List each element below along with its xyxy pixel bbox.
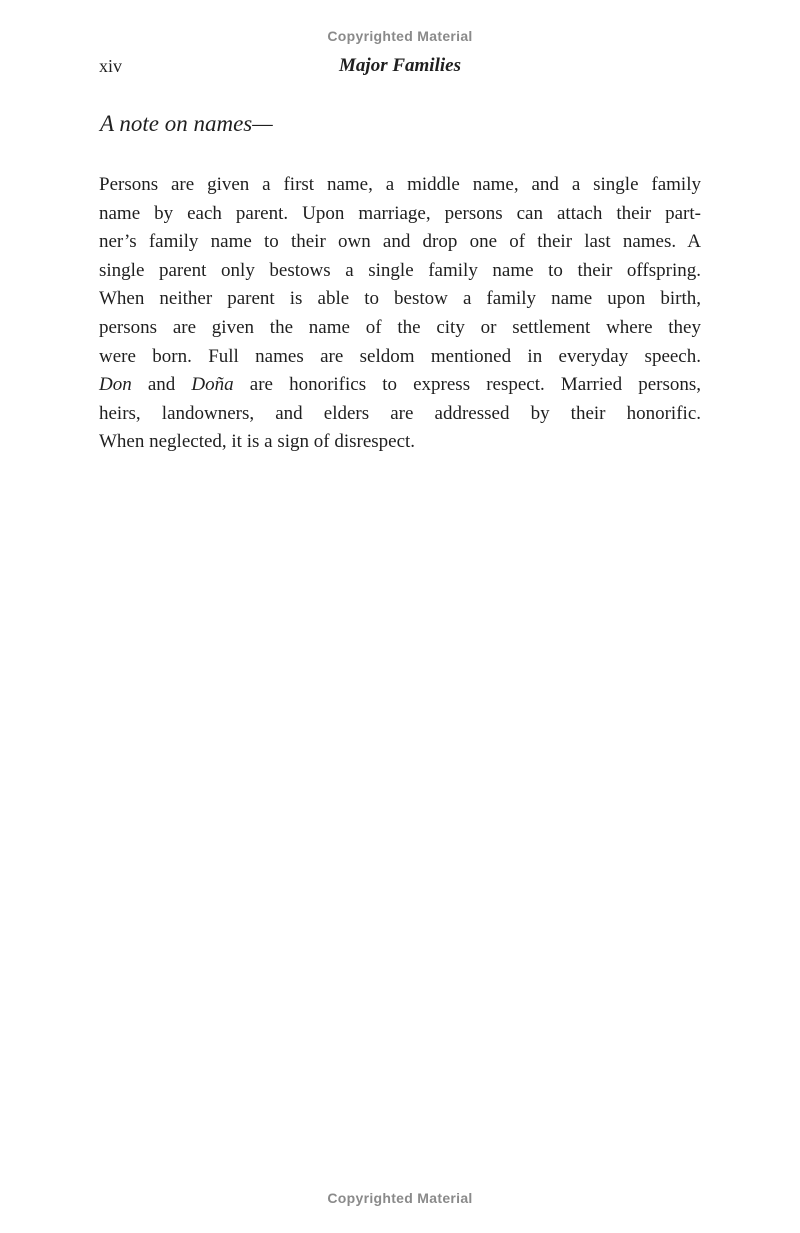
body-text: persons are given the name of the city or settlement where they	[99, 316, 701, 338]
page-header	[0, 55, 800, 81]
body-line	[99, 285, 701, 314]
body-line	[99, 228, 701, 257]
body-text: When neither parent is able to bestow a family name upon birth,	[99, 288, 701, 310]
body-line	[99, 400, 701, 429]
honorific-dona: Doña	[191, 374, 234, 396]
body-line	[99, 343, 701, 372]
copyright-notice-top: Copyrighted Material	[327, 28, 473, 44]
body-line	[99, 428, 701, 457]
section-heading: A note on names—	[100, 111, 273, 136]
body-text: Persons are given a first name, a middle name, and a single family	[99, 174, 701, 195]
running-head: Major Families	[339, 55, 461, 76]
copyright-notice-bottom: Copyrighted Material	[327, 1190, 473, 1206]
body-text: single parent only bestows a single family name to their offspring.	[99, 259, 701, 281]
honorific-don: Don	[99, 374, 132, 396]
body-text: ner’s family name to their own and drop one of their last names. A	[99, 231, 701, 253]
body-line	[99, 200, 701, 229]
body-text: and	[131, 374, 192, 396]
body-line	[99, 314, 701, 343]
body-text: heirs, landowners, and elders are addressed by their honorific.	[99, 402, 701, 424]
body-line	[99, 371, 701, 400]
body-text: When neglected, it is a sign of disrespect.	[99, 431, 416, 453]
body-text: are honorifics to express respect. Married persons,	[233, 374, 701, 396]
body-text: were born. Full names are seldom mentioned in everyday speech.	[99, 345, 701, 367]
body-line	[99, 257, 701, 286]
body-line	[99, 171, 701, 200]
body-text: name by each parent. Upon marriage, persons can attach their part-	[99, 202, 701, 224]
body-paragraph	[99, 171, 701, 457]
page-number: xiv	[99, 56, 123, 76]
